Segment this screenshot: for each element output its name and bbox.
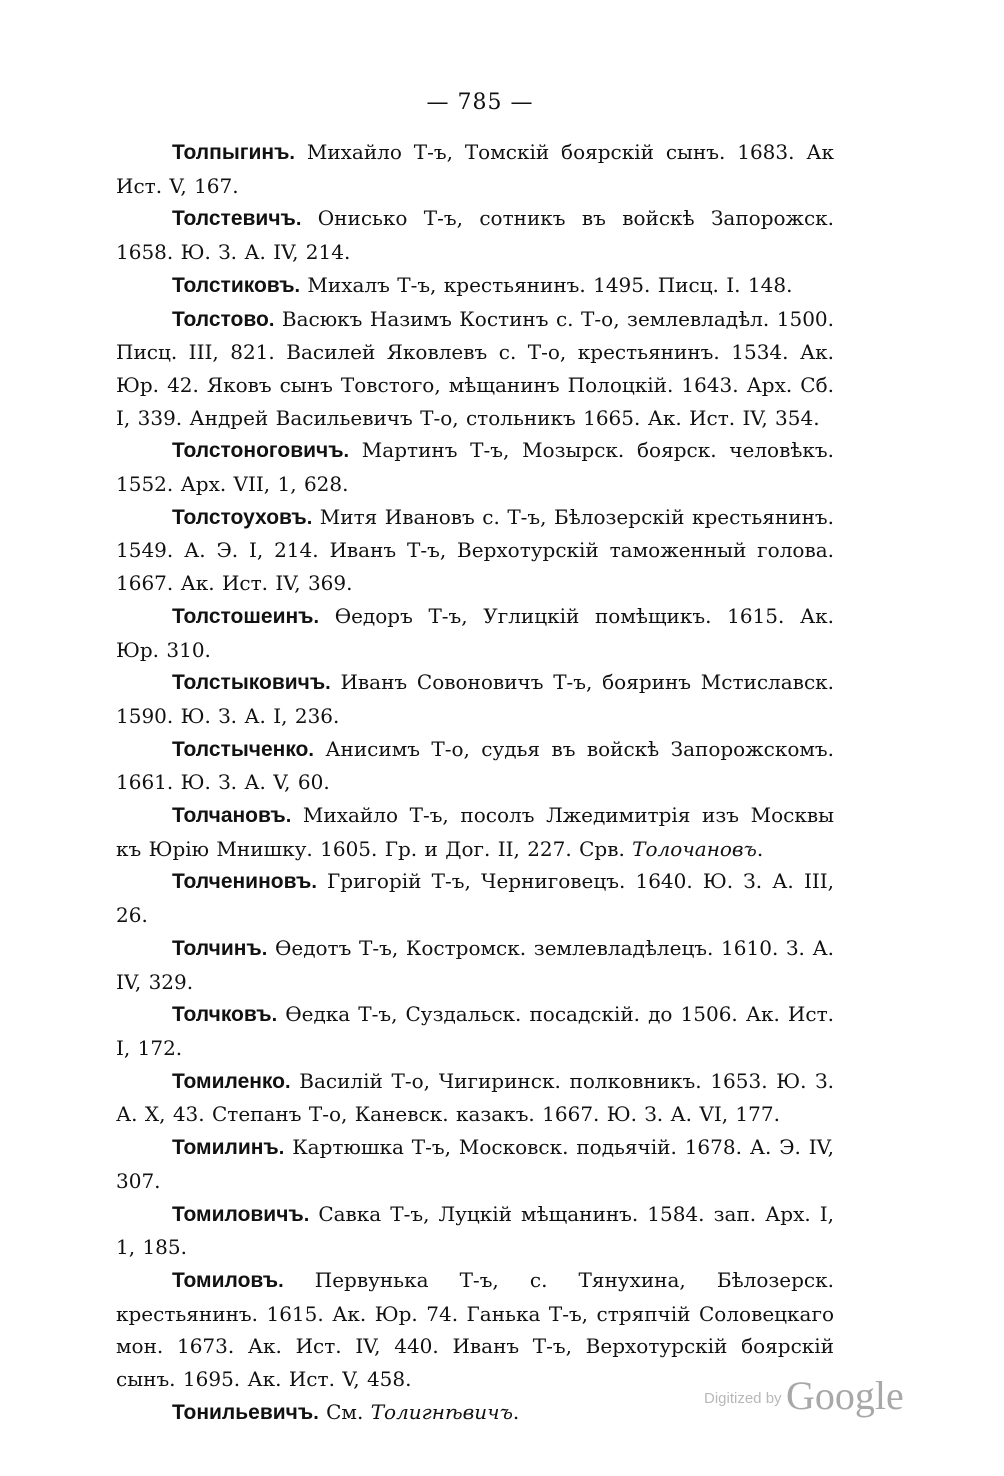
dictionary-entry xyxy=(116,1065,834,1131)
entry-body: Савка Т-ъ, Луцкій мѣщанинъ. 1584. зап. Арх. I, 1, 185. xyxy=(116,1201,834,1260)
entry-cross-reference: Толочановъ xyxy=(632,836,757,861)
entry-headword: Толстово xyxy=(172,307,269,331)
entry-body: Ѳедоръ Т-ъ, Углицкій помѣщикъ. 1615. Ак. Юр. 310. xyxy=(116,603,834,662)
dictionary-entry xyxy=(116,136,834,202)
entry-headword: Тонильевичъ xyxy=(172,1400,314,1424)
entry-headword-period: . xyxy=(278,1137,285,1160)
entry-body: Васюкъ Назимъ Костинъ с. Т-о, землевладѣл. 1500. Писц. III, 821. Василей Яковлевъ с. Т-о, крестьянинъ. 1534. Ак. Юр. 42. Яковъ сынъ Товстого, мѣщанинъ Полоцкій. 1643. Арх. Сб. I, 339. Андрей Васильевичъ Т-о, стольникъ 1665. Ак. Ист. IV, 354. xyxy=(116,306,834,430)
dictionary-entry xyxy=(116,733,834,799)
entry-body: Картюшка Т-ъ, Московск. подьячій. 1678. А. Э. IV, 307. xyxy=(116,1135,834,1193)
dictionary-entry xyxy=(116,1131,834,1197)
entry-body: Михайло Т-ъ, Томскій боярскій сынъ. 1683. Ак Ист. V, 167. xyxy=(116,140,834,198)
entry-headword-period: . xyxy=(271,1004,278,1027)
entry-body: Григорій Т-ъ, Черниговецъ. 1640. Ю. З. А. III, 26. xyxy=(116,869,834,928)
entry-headword: Толчениновъ xyxy=(172,870,312,894)
entry-body: Василій Т-о, Чигиринск. полковникъ. 1653. Ю. З. А. X, 43. Степанъ Т-о, Каневск. казакъ. 1667. Ю. З. А. VI, 177. xyxy=(116,1068,834,1127)
entry-headword: Толчковъ xyxy=(172,1003,272,1027)
entry-body: См. xyxy=(318,1399,371,1424)
google-logo: Google xyxy=(786,1373,904,1418)
entry-body: Ѳедка Т-ъ, Суздальск. посадскій. до 1506. Ак. Ист. I, 172. xyxy=(116,1002,834,1060)
dictionary-entry xyxy=(116,865,834,931)
entry-body: Митя Ивановъ с. Т-ъ, Бѣлозерскій крестьянинъ. 1549. А. Э. I, 214. Иванъ Т-ъ, Верхотурскій таможенный голова. 1667. Ак. Ист. IV, 369. xyxy=(116,504,834,596)
entry-headword-period: . xyxy=(308,738,314,761)
entry-body: Анисимъ Т-о, судья въ войскѣ Запорожскомъ. 1661. Ю. З. А. V, 60. xyxy=(116,736,834,795)
dictionary-entry xyxy=(116,600,834,666)
entry-headword-period: . xyxy=(289,142,295,164)
entry-headword: Толпыгинъ xyxy=(172,141,290,164)
dictionary-entry xyxy=(116,1198,834,1264)
dictionary-entries xyxy=(116,136,834,1429)
entry-headword: Томиловъ xyxy=(172,1268,279,1292)
entry-headword-period: . xyxy=(303,1203,310,1226)
dictionary-entry xyxy=(116,202,834,268)
entry-headword: Толчановъ xyxy=(172,804,286,828)
entry-headword: Толстевичъ xyxy=(172,207,296,231)
entry-body: Мартинъ Т-ъ, Мозырск. боярск. человѣкъ. 1552. Арх. VII, 1, 628. xyxy=(116,438,834,497)
entry-headword: Толстиковъ xyxy=(172,273,295,297)
entry-tail: . xyxy=(512,1399,520,1424)
dictionary-entry xyxy=(116,666,834,732)
entry-headword-period: . xyxy=(295,208,302,231)
dictionary-entry xyxy=(116,434,834,500)
entry-body: Михайло Т-ъ, посолъ Лжедимитрія изъ Москвы къ Юрію Мнишку. 1605. Гр. и Дог. II, 227. Срв. xyxy=(116,803,834,861)
entry-body: Ѳедотъ Т-ъ, Костромск. землевладѣлецъ. 1610. З. А. IV, 329. xyxy=(116,935,834,994)
entry-headword: Толстоноговичъ xyxy=(172,439,344,463)
dictionary-entry xyxy=(116,269,834,303)
entry-headword-period: . xyxy=(306,506,313,529)
entry-headword: Толстыченко xyxy=(172,737,309,761)
entry-headword: Томиленко xyxy=(172,1069,285,1093)
entry-body: Иванъ Совоновичъ Т-ъ, бояринъ Мстиславск. 1590. Ю. З. А. I, 236. xyxy=(116,670,834,728)
entry-headword-period: . xyxy=(311,871,317,894)
digitized-by-google-watermark xyxy=(704,1372,904,1419)
entry-headword-period: . xyxy=(285,1070,291,1093)
page-number: — 785 — xyxy=(426,90,534,115)
entry-headword-period: . xyxy=(325,672,331,695)
entry-headword: Томилинъ xyxy=(172,1136,279,1160)
entry-headword-period: . xyxy=(343,440,350,463)
dictionary-entry xyxy=(116,501,834,600)
entry-headword: Томиловичъ xyxy=(172,1202,304,1226)
entry-body: Михалъ Т-ъ, крестьянинъ. 1495. Писц. I. 148. xyxy=(300,272,793,297)
entry-headword: Толстыковичъ xyxy=(172,671,326,695)
entry-headword-period: . xyxy=(313,605,320,628)
entry-headword: Толстошеинъ xyxy=(172,604,314,628)
dictionary-entry xyxy=(116,799,834,865)
entry-cross-reference: Толигнѣвичъ xyxy=(370,1399,513,1424)
entry-body: Онисько Т-ъ, сотникъ въ войскѣ Запорожск. 1658. Ю. З. А. IV, 214. xyxy=(116,206,834,265)
entry-headword-period: . xyxy=(261,937,268,960)
entry-headword-period: . xyxy=(313,1401,319,1424)
entry-headword: Толстоуховъ xyxy=(172,505,307,529)
entry-headword-period: . xyxy=(278,1269,284,1292)
entry-headword-period: . xyxy=(294,274,301,297)
dictionary-entry xyxy=(116,932,834,998)
entry-headword-period: . xyxy=(285,805,292,828)
entry-body: Первунька Т-ъ, с. Тянухина, Бѣлозерск. крестьянинъ. 1615. Ак. Юр. 74. Ганька Т-ъ, стряпчій Соловецкаго мон. 1673. Ак. Ист. IV, 440. Иванъ Т-ъ, Верхотурскій боярскій сынъ. 1695. Ак. Ист. V, 458. xyxy=(116,1267,834,1392)
watermark-prefix: Digitized by xyxy=(704,1390,782,1407)
entry-headword: Толчинъ xyxy=(172,936,262,960)
entry-headword-period: . xyxy=(268,308,275,331)
dictionary-entry xyxy=(116,303,834,435)
entry-tail: . xyxy=(756,836,764,861)
dictionary-entry xyxy=(116,998,834,1064)
